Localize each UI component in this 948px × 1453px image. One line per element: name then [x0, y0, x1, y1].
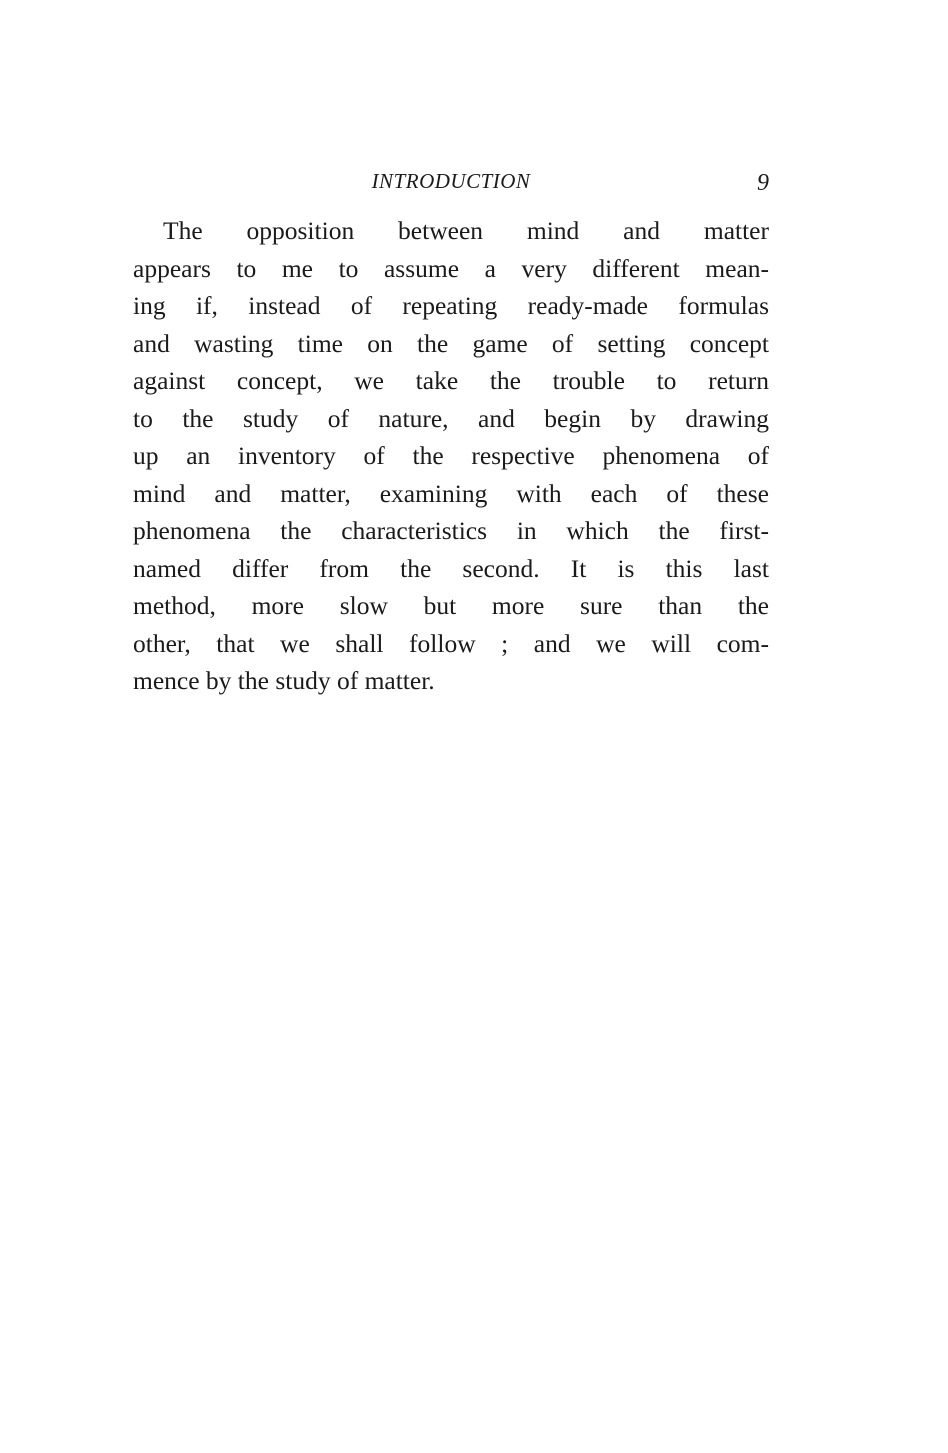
text-line: mind and matter, examining with each of these: [133, 478, 769, 508]
text-line: The opposition between mind and matter: [163, 216, 769, 245]
text-line: against concept, we take the trouble to return: [133, 366, 769, 395]
body-paragraph: [133, 212, 769, 700]
text-line: other, that we shall follow ; and we will com-: [133, 628, 769, 658]
running-title: INTRODUCTION: [371, 169, 531, 193]
text-line: mence by the study of matter.: [133, 666, 435, 695]
running-head: [133, 167, 769, 197]
text-line: up an inventory of the respective phenomena of: [133, 441, 769, 470]
text-line: to the study of nature, and begin by drawing: [133, 403, 769, 433]
text-line: and wasting time on the game of setting concept: [133, 328, 769, 358]
page-number: 9: [757, 170, 769, 196]
text-line: phenomena the characteristics in which the first-: [133, 516, 769, 545]
text-line: method, more slow but more sure than the: [133, 591, 769, 620]
text-line: appears to me to assume a very different mean-: [133, 253, 769, 283]
text-line: ing if, instead of repeating ready-made formulas: [133, 291, 769, 320]
text-line: named differ from the second. It is this last: [133, 553, 769, 583]
